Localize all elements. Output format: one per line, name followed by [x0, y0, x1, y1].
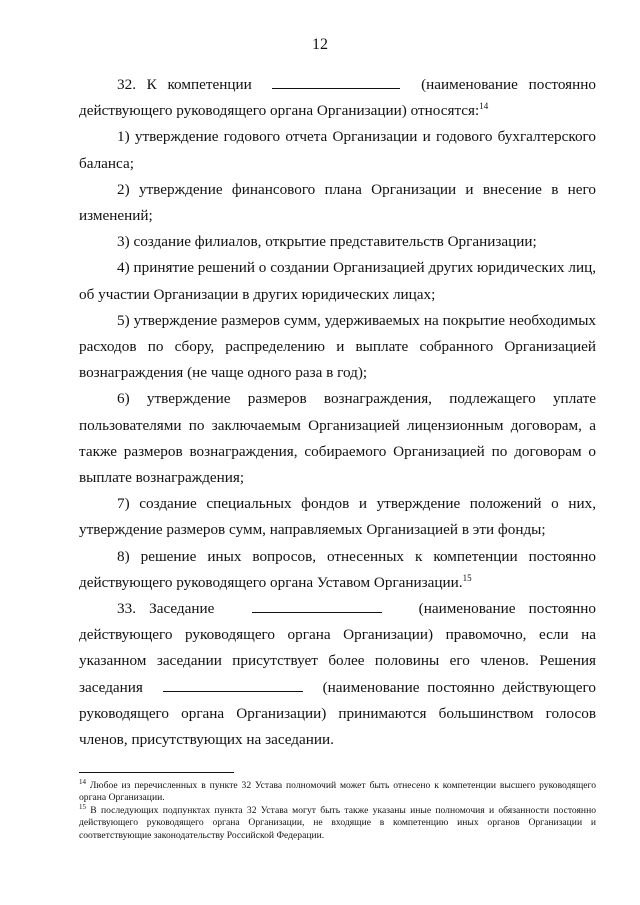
paragraph-32-lead: 32. К компетенции	[117, 76, 252, 93]
list-item: 2) утверждение финансового плана Организации и внесение в него изменений;	[79, 180, 596, 225]
list-item: 5) утверждение размеров сумм, удерживаемых на покрытие необходимых расходов по сбору, распределению и выплате собранного Организацией вознаграждения (не чаще одного раза в год);	[79, 311, 596, 382]
footnote-text: В последующих подпунктах пункта 32 Устава могут быть также указаны иные полномочия и обязанности постоянно действующего руководящего органа Организации, не входящие в компетенцию иных органов Организации и соответствующие законодательству Российской Федерации.	[79, 804, 596, 841]
footnote-ref-15: 15	[462, 572, 472, 583]
paragraph-32	[79, 72, 596, 124]
list-item-8-text: 8) решение иных вопросов, отнесенных к компетенции постоянно действующего руководящего органа Уставом Организации.	[79, 547, 596, 591]
blank-line	[252, 598, 382, 613]
footnote	[79, 777, 596, 805]
document-body	[79, 72, 596, 753]
blank-line	[272, 74, 400, 89]
list-item: 1) утверждение годового отчета Организации и годового бухгалтерского баланса;	[79, 128, 596, 172]
footnote-ref-14: 14	[479, 101, 489, 112]
list-item: 6) утверждение размеров вознаграждения, подлежащего уплате пользователями по заключаемым Организацией лицензионным договорам, а также размеров вознаграждения, собираемого Организацией по договорам о выплате вознаграждения;	[79, 390, 596, 487]
footnote-mark: 15	[79, 802, 86, 811]
footnotes	[79, 777, 596, 842]
paragraph-33-lead: 33. Заседание	[117, 600, 215, 618]
footnote-separator	[79, 772, 234, 773]
list-item: 7) создание специальных фондов и утверждение положений о них, утверждение размеров сумм, направляемых Организацией в эти фонды;	[79, 495, 596, 539]
list-item: 4) принятие решений о создании Организацией других юридических лиц, об участии Организации в других юридических лицах;	[79, 259, 596, 303]
paragraph-33-mid: (наименование постоянно действующего руководящего органа Организации) правомочно, если на указанном заседании присутствует более половины его членов. Решения заседания	[79, 600, 597, 696]
paragraph-33-tail: (наименование постоянно действующего руководящего органа Организации) принимаются большинством голосов членов, присутствующих на заседании.	[79, 678, 596, 749]
blank-line	[163, 677, 303, 692]
footnote-mark: 14	[79, 777, 86, 786]
footnote-text: Любое из перечисленных в пункте 32 Устава полномочий может быть отнесено к компетенции высшего руководящего органа Организации.	[79, 780, 596, 804]
page-number: 12	[312, 36, 328, 53]
paragraph-33	[79, 596, 596, 753]
footnote	[79, 802, 596, 842]
list-item: 3) создание филиалов, открытие представительств Организации;	[117, 233, 537, 251]
list-item	[79, 544, 596, 596]
paragraph-32-tail: (наименование постоянно действующего руководящего органа Организации) относятся:	[79, 76, 596, 120]
